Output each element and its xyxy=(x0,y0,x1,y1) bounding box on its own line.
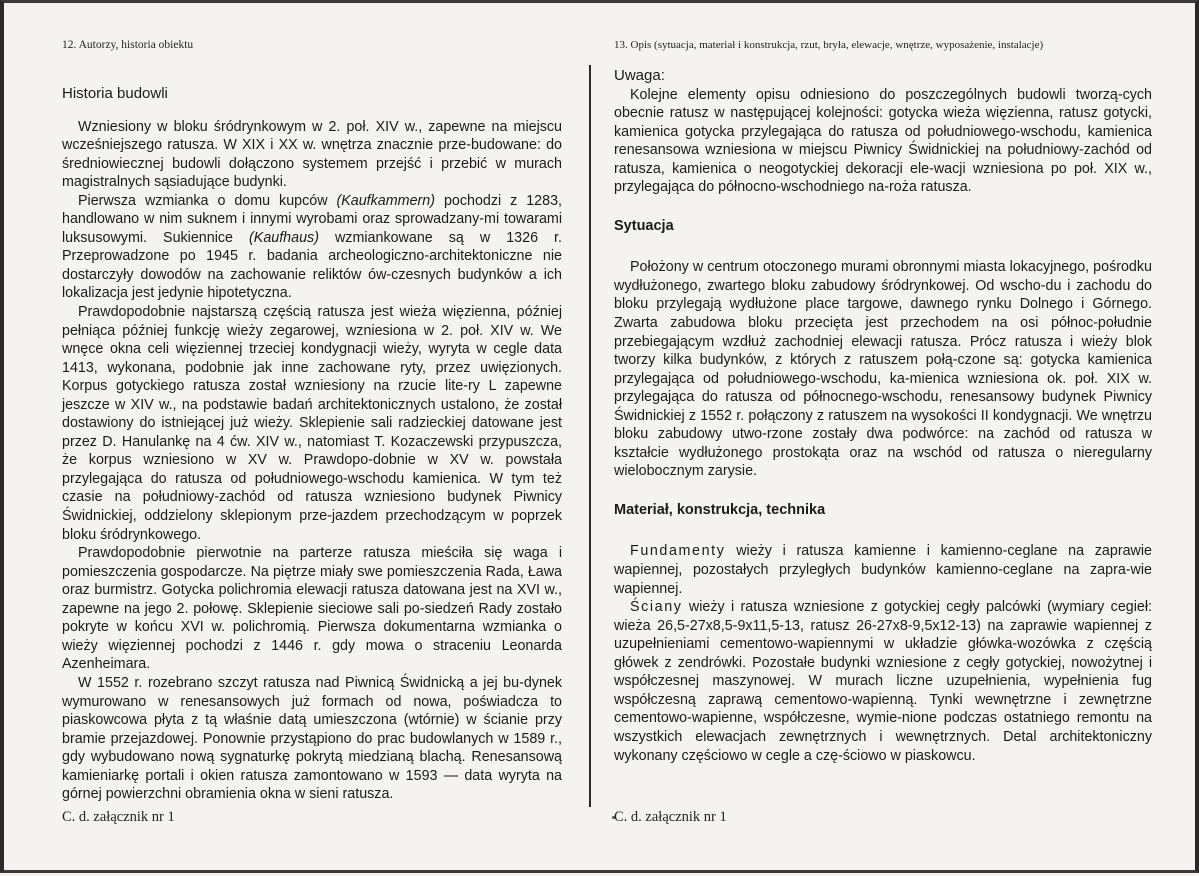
note-label: Uwaga: xyxy=(614,67,665,84)
left-footer: C. d. załącznik nr 1 xyxy=(62,809,175,825)
history-paragraph-1: Wzniesiony w bloku śródrynkowym w 2. poł. XIV w., zapewne na miejscu wcześniejszego ratusza. W XIX i XX w. wnętrza znacznie prze-budowane: do średniowiecznej budowli dołączono systemem przejść i przebić w murach magistralnych sąsiadujące budynki. xyxy=(62,118,562,191)
right-header: 13. Opis (sytuacja, materiał i konstrukcja, rzut, bryła, elewacje, wnętrze, wyposażenie, instalacje) xyxy=(614,39,1044,51)
description-section xyxy=(614,67,1152,765)
situation-title: Sytuacja xyxy=(614,217,674,234)
left-column xyxy=(62,3,562,876)
walls-term: Ściany xyxy=(630,599,683,616)
note-text: Kolejne elementy opisu odniesiono do poszczególnych budowli tworzą-cych obecnie ratusz w następującej kolejności: gotycka wieża więzienna, ratusz gotycki, kamienica gotycka przylegająca do ratusza od południowego-wschodu, kamienica renesansowa wzniesiona w miejscu Piwnicy Świdnickiej na południowy-zachód od ratusza, kamienica o neogotyckiej dekoracji ele-wacji wzniesiona po poł. XIX w., przylegająca do północno-wschodniego na-roża ratusza. xyxy=(614,86,1152,196)
history-title: Historia budowli xyxy=(62,85,168,102)
history-paragraph-5: W 1552 r. rozebrano szczyt ratusza nad Piwnicą Świdnicką a jej bu-dynek wymurowano w renesansowych już formach od nowa, poświadcza to piaskowcowa płyta z tą właśnie datą umieszczona (wtórnie) w ścianie przy bramie przejazdowej. Ponownie przystąpiono do prac budowlanych w 1589 r., gdy wybudowano nową sygnaturkę pokrytą miedzianą blachą. Renesansową kamieniarkę portali i okien ratusza zamontowano w 1593 — data wyryta na górnej powierzchni obramienia okna w sieni ratusza. xyxy=(62,674,562,803)
history-paragraph-2: Pierwsza wzmianka o domu kupców (Kaufkammern) pochodzi z 1283, handlowano w nim suknem i innymi wyrobami oraz sprowadzany-mi towarami luksusowymi. Sukiennice (Kaufhaus) wzmiankowane są w 1326 r. Przeprowadzone po 1945 r. badania archeologiczno-architektoniczne nie dostarczyły dowodów na zachowanie reliktów ów-czesnych budynków a ich lokalizacja jest jedynie hipotetyczna. xyxy=(62,192,562,302)
material-title: Materiał, konstrukcja, technika xyxy=(614,501,826,518)
right-footer: C. d. załącznik nr 1 xyxy=(614,809,727,825)
foundations-term: Fundamenty xyxy=(630,543,726,560)
history-paragraph-4: Prawdopodobnie pierwotnie na parterze ratusza mieściła się waga i pomieszczenia gospodarcze. Na piętrze miały swe pomieszczenia Rada, Ława oraz burmistrz. Gotycka polichromia elewacji ratusza datowana jest na XVI w., zapewne na jego 2. połowę. Sklepienie sieciowe sali po-siedzeń Rady zostało pokryte w końcu XVI w. polichromią. Pierwsza dokumentarna wzmianka o wieży więziennej pochodzi z 1446 r. gdy mowa o straceniu Leonarda Azenheimara. xyxy=(62,545,562,673)
left-header: 12. Autorzy, historia obiektu xyxy=(62,39,194,51)
walls-paragraph: Ściany wieży i ratusza wzniesione z gotyckiej cegły palcówki (wymiary cegieł: wieża 26,5-27x8,5-9x11,5-13, ratusz 26-27x8-9,5x12-13) na zaprawie wapiennej z uzupełnieniami cementowo-wapiennymi w układzie główka-wozówka z częścią główek z zendrówki. Pozostałe budynki wzniesione z cegły gotyckiej, nowożytnej i współczesnej maszynowej. W murach liczne uzupełnienia, wypełnienia fug współczesną zaprawą cementowo-wapienną. Tynki wewnętrzne i zewnętrzne cementowo-wapienne, współczesne, wymie-nione podczas ostatniego remontu na wszystkich elewacjach zewnętrznych i wewnętrznych. Detal architektoniczny wykonany częściowo w cegle a czę-ściowo w piaskowcu. xyxy=(614,599,1152,764)
situation-text: Położony w centrum otoczonego murami obronnymi miasta lokacyjnego, pośrodku wydłużonego, zwartego bloku zabudowy śródrynkowej. Od wscho-du i zachodu do bloku przylegają wydłużone place targowe, dawnego rynku Dolnego i Górnego. Zwarta zabudowa bloku przecięta jest przechodem na osi północ-południe przebiegającym wzdłuż zachodniej elewacji ratusza. Prócz ratusza i wieży blok tworzy kilka budynków, z których z ratuszem połą-czone są: gotycka kamienica przylegająca od południowego-wschodu, ka-mienica wzniesiona ok. poł. XIX w. przylegająca do ratusza od północnego-wschodu, renesansowy budynek Piwnicy Świdnickiej z 1552 r. połączony z ratuszem na wysokości II kondygnacji. We wnętrzu bloku zabudowy utwo-rzone zostały dwa podwórce: na zachód od ratusza w kształcie wydłużonego prostokąta oraz na wschód od ratusza o nieregularny wielobocznym zarysie. xyxy=(614,259,1152,480)
foundations-paragraph: Fundamenty wieży i ratusza kamienne i kamienno-ceglane na zaprawie wapiennej, pozostałych przyległych budynków kamienno-ceglane na zapra-wie wapiennej. xyxy=(614,543,1152,597)
column-divider xyxy=(589,65,591,807)
history-paragraph-3: Prawdopodobnie najstarszą częścią ratusza jest wieża więzienna, później pełniąca później funkcję wieży zegarowej, wzniesiona w 2. poł. XIV w. We wnęce okna celi więziennej trzeciej kondygnacji wieży, wyryta w cegle data 1413, wykonana, podobnie jak inne zachowane ryty, przez uwięzionych. Korpus gotyckiego ratusza został wzniesiony na rzucie lite-ry L zapewne jeszcze w XIV w., na podstawie badań architektonicznych ustalono, że został dostawiony do istniejącej już wieży. Sklepienie sali radzieckiej datowane jest przez D. Hanulankę na 4 ćw. XIV w., natomiast T. Kozaczewski przypuszcza, że korpus wzniesiono w XV w. Prawdopo-dobnie w XV w. powstała przylegająca do ratusza od południowego-wschodu kamienica. W tym też czasie na południowy-zachód od ratusza wzniesiono budynek Piwnicy Świdnickiej, oddzielony sklepionym prze-jazdem przechodzącym w poprzek bloku śródrynkowego. xyxy=(62,304,562,543)
right-column xyxy=(614,3,1152,876)
history-section xyxy=(62,85,562,804)
